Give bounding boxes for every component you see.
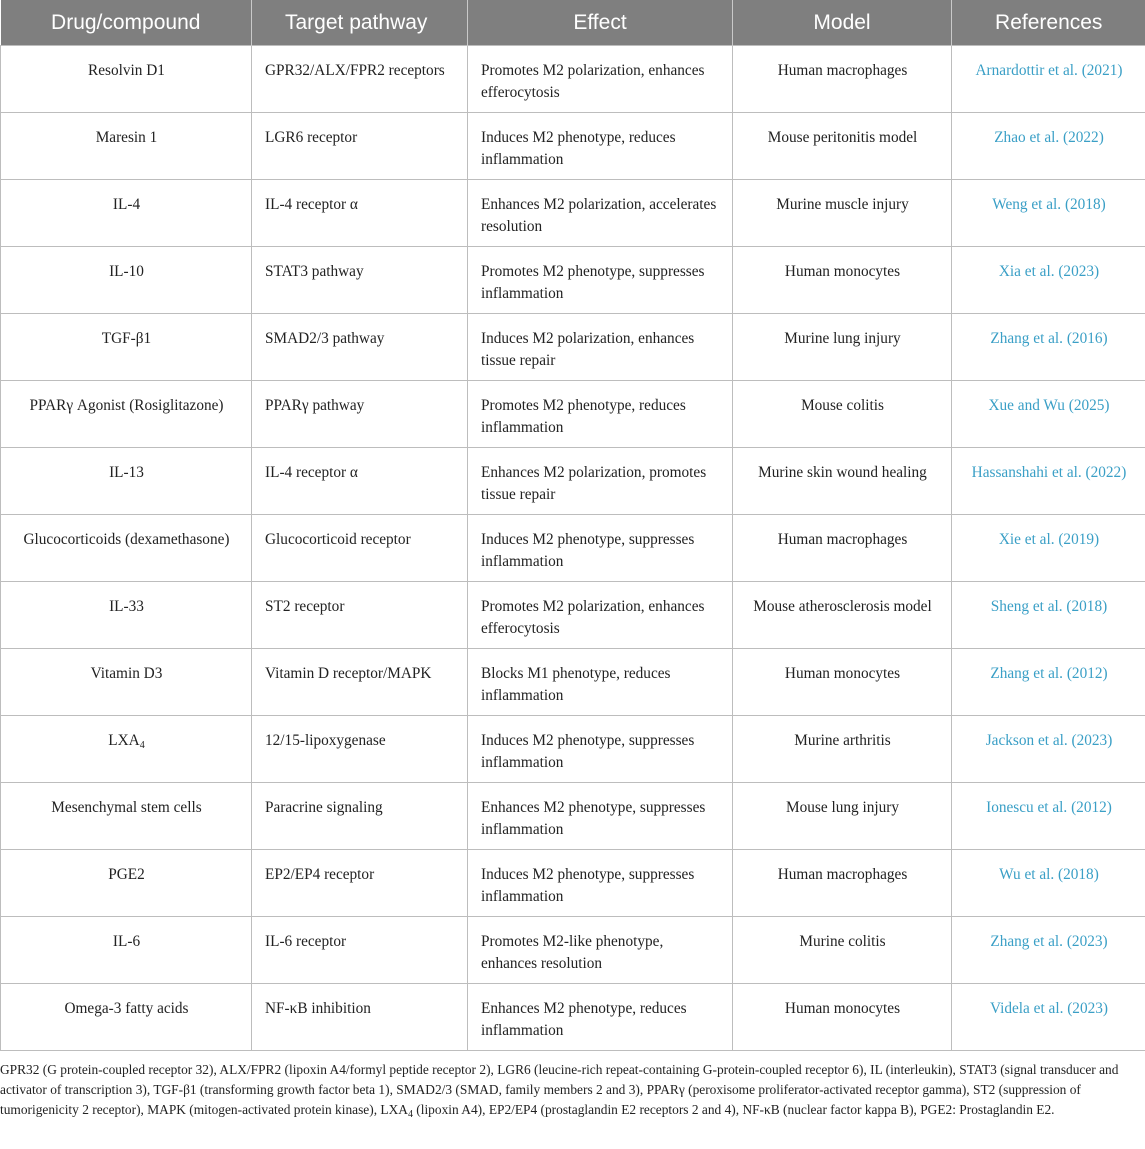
effect-cell <box>468 113 733 180</box>
reference-link[interactable]: Weng et al. (2018) <box>992 196 1106 213</box>
pathway-cell <box>252 917 468 984</box>
model-cell-text: Mouse lung injury <box>785 799 900 816</box>
model-cell-text: Murine arthritis <box>794 732 891 749</box>
drug-cell-text: Glucocorticoids (dexamethasone) <box>23 531 230 548</box>
effect-cell <box>468 314 733 381</box>
reference-link[interactable]: Zhang et al. (2012) <box>990 665 1108 682</box>
drug-cell-text: IL-13 <box>109 464 144 481</box>
header-references: References <box>952 0 1145 46</box>
reference-cell <box>952 448 1145 515</box>
effect-cell-text: Induces M2 phenotype, reduces inflammation <box>481 129 676 168</box>
model-cell <box>733 515 952 582</box>
footnote-text-start: GPR32 (G protein-coupled receptor 32), ALX/FPR2 (lipoxin A4/formyl peptide receptor 2), LGR6 (leucine-rich repeat-containing G-protein-coupled receptor 6), IL (interleukin), STAT3 (signal transducer and activator of transcription 3), TGF-β1 (transforming growth factor beta 1), SMAD2/3 (SMAD, family members 2 and 3), PPARγ (peroxisome proliferator-activated receptor gamma), ST2 (suppression of tumorigenicity 2 receptor), MAPK (mitogen-activated protein kinase), LXA <box>0 1062 1119 1117</box>
table-row <box>1 180 1145 247</box>
model-cell-text: Mouse atherosclerosis model <box>753 598 932 615</box>
reference-cell <box>952 247 1145 314</box>
drug-cell-text: IL-4 <box>112 196 141 213</box>
pathway-cell <box>252 381 468 448</box>
drug-cell-text: IL-10 <box>109 263 144 280</box>
drug-cell <box>1 917 252 984</box>
drug-cell-text: LXA <box>108 732 140 749</box>
reference-cell <box>952 649 1145 716</box>
reference-cell <box>952 46 1145 113</box>
model-cell-text: Human macrophages <box>777 531 908 548</box>
pathway-cell <box>252 984 468 1051</box>
effect-cell <box>468 381 733 448</box>
pathway-cell-text: IL-4 receptor α <box>265 196 358 213</box>
table-row <box>1 113 1145 180</box>
drug-cell <box>1 113 252 180</box>
model-cell <box>733 850 952 917</box>
header-drug-compound: Drug/compound <box>1 0 252 46</box>
model-cell <box>733 46 952 113</box>
model-cell <box>733 783 952 850</box>
effect-cell <box>468 515 733 582</box>
effect-cell-text: Promotes M2 polarization, enhances efferocytosis <box>481 598 705 637</box>
model-cell-text: Murine skin wound healing <box>758 464 927 481</box>
pathway-cell <box>252 515 468 582</box>
effect-cell-text: Enhances M2 phenotype, reduces inflammation <box>481 1000 687 1039</box>
model-cell <box>733 582 952 649</box>
effect-cell-text: Promotes M2 polarization, enhances efferocytosis <box>481 62 705 101</box>
drug-cell-text: Resolvin D1 <box>88 62 165 79</box>
reference-cell <box>952 716 1145 783</box>
pathway-cell <box>252 247 468 314</box>
drug-cell <box>1 247 252 314</box>
model-cell <box>733 113 952 180</box>
pathway-cell <box>252 716 468 783</box>
reference-link[interactable]: Zhang et al. (2023) <box>990 933 1108 950</box>
footnote-text-end: (lipoxin A4), EP2/EP4 (prostaglandin E2 receptors 2 and 4), NF-κB (nuclear factor kappa B), PGE2: Prostaglandin E2. <box>412 1102 1055 1117</box>
table-footnote <box>0 1060 1137 1120</box>
model-cell <box>733 984 952 1051</box>
pathway-cell-text: NF-κB inhibition <box>265 1000 371 1017</box>
effect-cell <box>468 247 733 314</box>
pathway-cell <box>252 46 468 113</box>
drug-cell-text: IL-6 <box>112 933 141 950</box>
effect-cell <box>468 46 733 113</box>
pathway-cell-text: Glucocorticoid receptor <box>265 531 411 548</box>
reference-cell <box>952 515 1145 582</box>
pathway-cell <box>252 649 468 716</box>
drug-cell <box>1 783 252 850</box>
table-row <box>1 46 1145 113</box>
drug-cell-text: IL-33 <box>109 598 144 615</box>
drug-cell-text: Mesenchymal stem cells <box>51 799 202 816</box>
model-cell <box>733 381 952 448</box>
effect-cell <box>468 850 733 917</box>
reference-link[interactable]: Xia et al. (2023) <box>998 263 1100 280</box>
header-row <box>1 0 1145 46</box>
table-row <box>1 649 1145 716</box>
header-target-pathway: Target pathway <box>252 0 468 46</box>
drug-cell <box>1 381 252 448</box>
drug-cell <box>1 716 252 783</box>
drug-cell <box>1 314 252 381</box>
pathway-cell-text: 12/15-lipoxygenase <box>265 732 386 749</box>
reference-link[interactable]: Xie et al. (2019) <box>998 531 1100 548</box>
model-cell-text: Human macrophages <box>777 866 908 883</box>
pathway-cell-text: SMAD2/3 pathway <box>265 330 385 347</box>
pathway-cell <box>252 783 468 850</box>
model-cell-text: Human monocytes <box>784 1000 901 1017</box>
table-row <box>1 716 1145 783</box>
model-cell-text: Mouse peritonitis model <box>767 129 918 146</box>
reference-link[interactable]: Wu et al. (2018) <box>999 866 1099 883</box>
reference-cell <box>952 917 1145 984</box>
model-cell-text: Murine colitis <box>799 933 886 950</box>
model-cell-text: Murine muscle injury <box>776 196 909 213</box>
model-cell-text: Human macrophages <box>777 62 908 79</box>
model-cell <box>733 314 952 381</box>
effect-cell <box>468 180 733 247</box>
pathway-cell-text: PPARγ pathway <box>265 397 365 414</box>
header-model: Model <box>733 0 952 46</box>
drug-cell-text: PGE2 <box>108 866 145 883</box>
pathway-cell-text: GPR32/ALX/FPR2 receptors <box>265 62 445 79</box>
table-row <box>1 850 1145 917</box>
reference-cell <box>952 314 1145 381</box>
effect-cell <box>468 582 733 649</box>
table-row <box>1 984 1145 1051</box>
drug-subscript: 4 <box>139 740 145 751</box>
reference-link[interactable]: Arnardottir et al. (2021) <box>975 62 1123 79</box>
drug-cell <box>1 850 252 917</box>
effect-cell <box>468 716 733 783</box>
effect-cell-text: Induces M2 polarization, enhances tissue repair <box>481 330 695 369</box>
effect-cell-text: Promotes M2-like phenotype, enhances resolution <box>481 933 664 972</box>
drug-cell <box>1 448 252 515</box>
reference-link[interactable]: Hassanshahi et al. (2022) <box>971 464 1127 481</box>
effect-cell-text: Blocks M1 phenotype, reduces inflammation <box>481 665 671 704</box>
pathway-cell-text: EP2/EP4 receptor <box>265 866 375 883</box>
table-row <box>1 448 1145 515</box>
pathway-cell-text: Paracrine signaling <box>265 799 383 816</box>
effect-cell <box>468 984 733 1051</box>
table-row <box>1 917 1145 984</box>
reference-link[interactable]: Videla et al. (2023) <box>989 1000 1108 1017</box>
model-cell <box>733 716 952 783</box>
effect-cell <box>468 649 733 716</box>
model-cell <box>733 917 952 984</box>
reference-link[interactable]: Jackson et al. (2023) <box>985 732 1113 749</box>
reference-link[interactable]: Zhang et al. (2016) <box>990 330 1108 347</box>
pathway-cell <box>252 314 468 381</box>
reference-cell <box>952 984 1145 1051</box>
reference-link[interactable]: Zhao et al. (2022) <box>994 129 1104 146</box>
pathway-cell <box>252 180 468 247</box>
reference-cell <box>952 180 1145 247</box>
drug-cell <box>1 180 252 247</box>
reference-cell <box>952 783 1145 850</box>
table-body <box>1 46 1145 1051</box>
model-cell <box>733 247 952 314</box>
effect-cell-text: Induces M2 phenotype, suppresses inflammation <box>481 866 695 905</box>
reference-cell <box>952 850 1145 917</box>
table-header <box>1 0 1145 46</box>
header-effect: Effect <box>468 0 733 46</box>
reference-cell <box>952 582 1145 649</box>
model-cell-text: Murine lung injury <box>784 330 901 347</box>
drug-cell <box>1 515 252 582</box>
model-cell <box>733 649 952 716</box>
drug-cell-text: PPARγ Agonist (Rosiglitazone) <box>29 397 224 414</box>
pathway-cell <box>252 850 468 917</box>
pathway-cell-text: IL-6 receptor <box>265 933 347 950</box>
pathway-cell-text: LGR6 receptor <box>265 129 358 146</box>
reference-link[interactable]: Ionescu et al. (2012) <box>986 799 1112 816</box>
pathway-cell-text: Vitamin D receptor/MAPK <box>265 665 432 682</box>
effect-cell-text: Enhances M2 polarization, promotes tissue repair <box>481 464 707 503</box>
effect-cell-text: Induces M2 phenotype, suppresses inflammation <box>481 531 695 570</box>
drug-cell <box>1 984 252 1051</box>
table-row <box>1 582 1145 649</box>
table-row <box>1 515 1145 582</box>
pathway-cell <box>252 448 468 515</box>
effect-cell <box>468 783 733 850</box>
drug-cell-text: Vitamin D3 <box>90 665 163 682</box>
pathway-cell <box>252 582 468 649</box>
table-row <box>1 783 1145 850</box>
effect-cell-text: Enhances M2 phenotype, suppresses inflammation <box>481 799 706 838</box>
table-row <box>1 247 1145 314</box>
model-cell-text: Mouse colitis <box>801 397 884 414</box>
drug-cell <box>1 649 252 716</box>
drug-cell <box>1 582 252 649</box>
model-cell <box>733 448 952 515</box>
table-row <box>1 314 1145 381</box>
footnote-subscript: 4 <box>407 1109 413 1120</box>
effect-cell <box>468 448 733 515</box>
pathway-cell-text: STAT3 pathway <box>265 263 364 280</box>
reference-link[interactable]: Sheng et al. (2018) <box>990 598 1108 615</box>
reference-link[interactable]: Xue and Wu (2025) <box>988 397 1110 414</box>
drug-cell <box>1 46 252 113</box>
model-cell <box>733 180 952 247</box>
effect-cell-text: Induces M2 phenotype, suppresses inflammation <box>481 732 695 771</box>
effect-cell <box>468 917 733 984</box>
pathway-cell-text: IL-4 receptor α <box>265 464 358 481</box>
effect-cell-text: Promotes M2 phenotype, suppresses inflammation <box>481 263 705 302</box>
pathway-cell <box>252 113 468 180</box>
reference-cell <box>952 113 1145 180</box>
drug-cell-text: Maresin 1 <box>95 129 158 146</box>
table-row <box>1 381 1145 448</box>
pathway-cell-text: ST2 receptor <box>265 598 345 615</box>
drug-cell-text: Omega-3 fatty acids <box>64 1000 189 1017</box>
effect-cell-text: Promotes M2 phenotype, reduces inflammation <box>481 397 686 436</box>
reference-cell <box>952 381 1145 448</box>
model-cell-text: Human monocytes <box>784 263 901 280</box>
model-cell-text: Human monocytes <box>784 665 901 682</box>
effect-cell-text: Enhances M2 polarization, accelerates resolution <box>481 196 717 235</box>
drug-cell-text: TGF-β1 <box>101 330 152 347</box>
